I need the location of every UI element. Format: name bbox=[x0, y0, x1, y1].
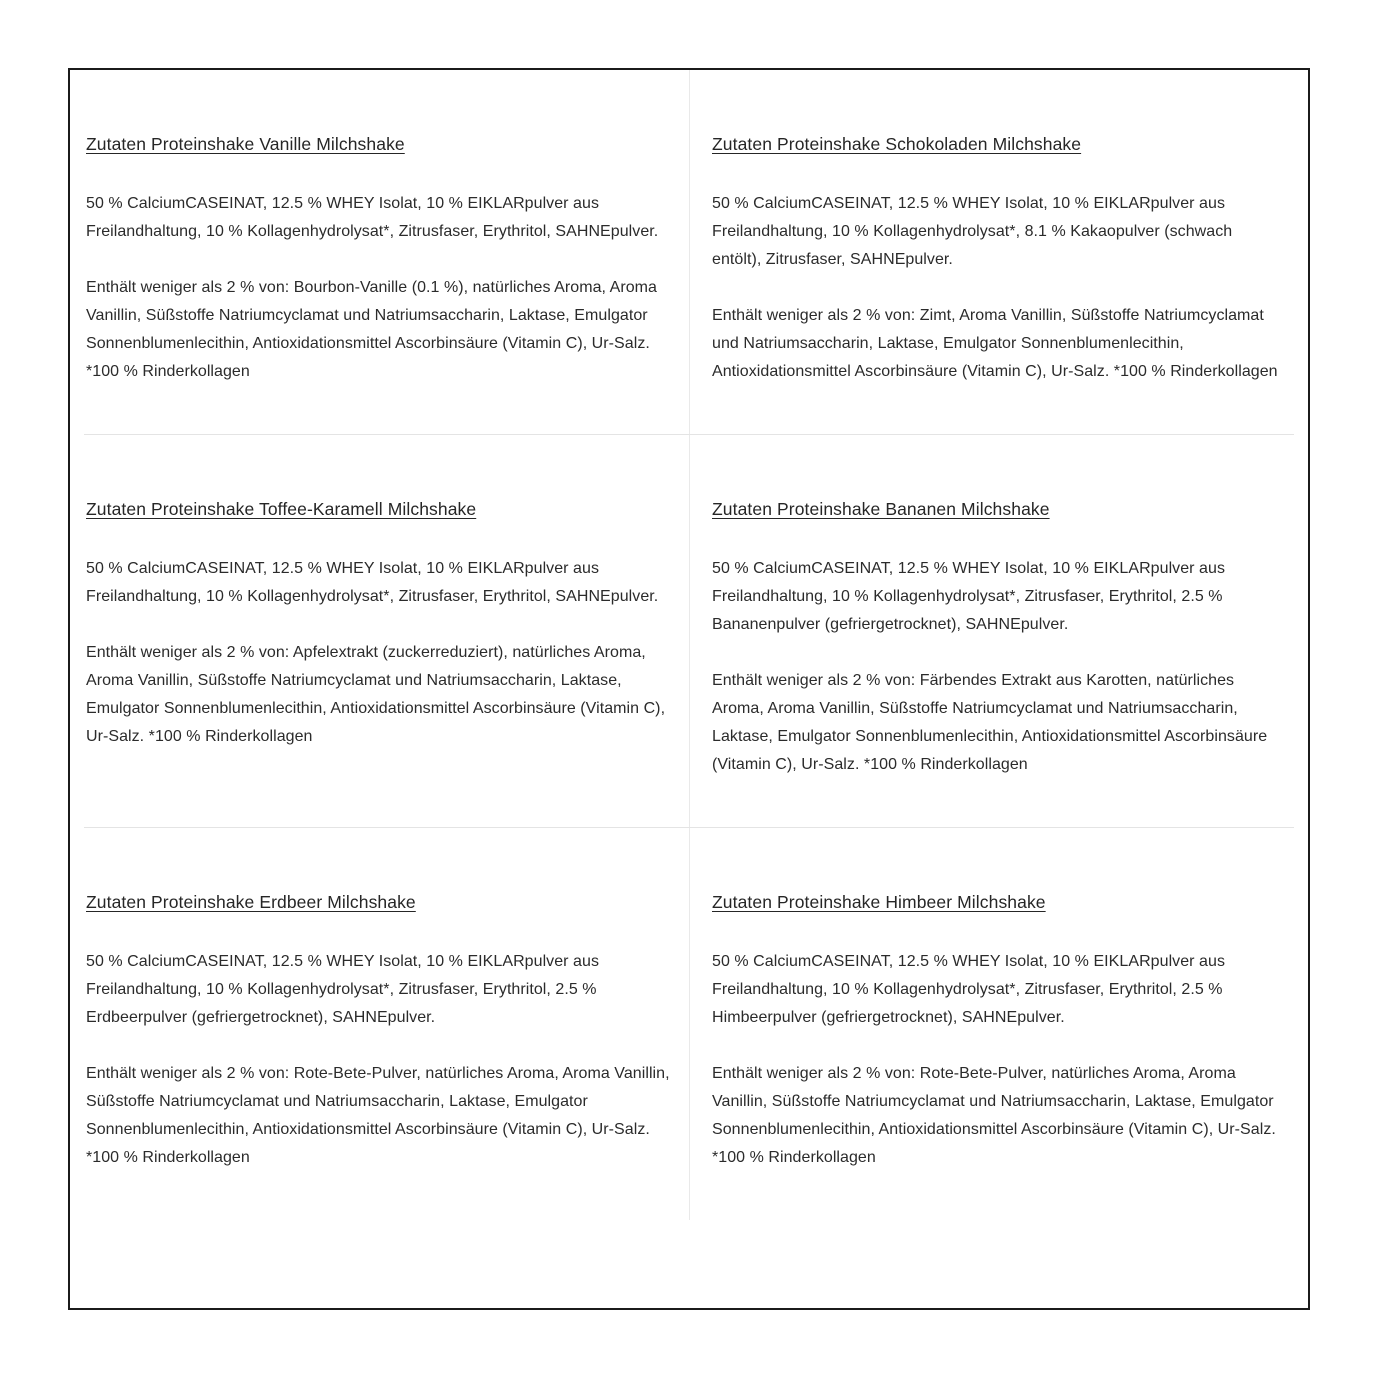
panel-additives-text: Enthält weniger als 2 % von: Färbendes Extrakt aus Karotten, natürliches Aroma, Aroma Vanillin, Süßstoffe Natriumcyclamat und Natriumsaccharin, Laktase, Emulgator Sonnenblumenlecithin, Antioxidationsmittel Ascorbinsäure (Vitamin C), Ur-Salz. *100 % Rinderkollagen bbox=[712, 672, 1268, 773]
panel-title: Zutaten Proteinshake Bananen Milchshake bbox=[712, 499, 1050, 519]
panel-additives-text: Enthält weniger als 2 % von: Zimt, Aroma Vanillin, Süßstoffe Natriumcyclamat und Natriumsaccharin, Laktase, Emulgator Sonnenblumenlecithin, Antioxidationsmittel Ascorbinsäure (Vitamin C), Ur-Salz. *100 % Rinderkollagen bbox=[712, 307, 1278, 380]
panel-ingredients-text: 50 % CalciumCASEINAT, 12.5 % WHEY Isolat, 10 % EIKLARpulver aus Freilandhaltung, 10 % Kollagenhydrolysat*, Zitrusfaser, Erythritol, SAHNEpulver. bbox=[86, 195, 659, 240]
panel-title: Zutaten Proteinshake Schokoladen Milchshake bbox=[712, 134, 1082, 154]
panel-additives-text: Enthält weniger als 2 % von: Apfelextrakt (zuckerreduziert), natürliches Aroma, Aroma Vanillin, Süßstoffe Natriumcyclamat und Natriumsaccharin, Laktase, Emulgator Sonnenblumenlecithin, Antioxidationsmittel Ascorbinsäure (Vitamin C), Ur-Salz. *100 % Rinderkollagen bbox=[86, 644, 666, 745]
ingredients-panel-vanille bbox=[84, 70, 689, 434]
ingredients-panel-himbeer bbox=[689, 828, 1294, 1220]
panel-ingredients-text: 50 % CalciumCASEINAT, 12.5 % WHEY Isolat, 10 % EIKLARpulver aus Freilandhaltung, 10 % Kollagenhydrolysat*, Zitrusfaser, Erythritol, 2.5 % Bananenpulver (gefriergetrocknet), SAHNEpulver. bbox=[712, 560, 1225, 633]
ingredients-panel-schokoladen bbox=[689, 70, 1294, 434]
ingredients-document-frame bbox=[68, 68, 1310, 1310]
panel-additives-text: Enthält weniger als 2 % von: Bourbon-Vanille (0.1 %), natürliches Aroma, Aroma Vanillin, Süßstoffe Natriumcyclamat und Natriumsaccharin, Laktase, Emulgator Sonnenblumenlecithin, Antioxidationsmittel Ascorbinsäure (Vitamin C), Ur-Salz. *100 % Rinderkollagen bbox=[86, 279, 658, 380]
panel-title: Zutaten Proteinshake Vanille Milchshake bbox=[86, 134, 405, 154]
ingredients-panel-toffee-karamell bbox=[84, 435, 689, 799]
ingredients-row bbox=[84, 827, 1294, 1220]
ingredients-panel-erdbeer bbox=[84, 828, 689, 1220]
panel-ingredients-text: 50 % CalciumCASEINAT, 12.5 % WHEY Isolat, 10 % EIKLARpulver aus Freilandhaltung, 10 % Kollagenhydrolysat*, Zitrusfaser, Erythritol, SAHNEpulver. bbox=[86, 560, 659, 605]
ingredients-grid bbox=[70, 70, 1308, 1308]
panel-ingredients-text: 50 % CalciumCASEINAT, 12.5 % WHEY Isolat, 10 % EIKLARpulver aus Freilandhaltung, 10 % Kollagenhydrolysat*, Zitrusfaser, Erythritol, 2.5 % Erdbeerpulver (gefriergetrocknet), SAHNEpulver. bbox=[86, 953, 599, 1026]
panel-additives-text: Enthält weniger als 2 % von: Rote-Bete-Pulver, natürliches Aroma, Aroma Vanillin, Süßstoffe Natriumcyclamat und Natriumsaccharin, Laktase, Emulgator Sonnenblumenlecithin, Antioxidationsmittel Ascorbinsäure (Vitamin C), Ur-Salz. *100 % Rinderkollagen bbox=[712, 1065, 1276, 1166]
ingredients-row bbox=[84, 70, 1294, 434]
panel-ingredients-text: 50 % CalciumCASEINAT, 12.5 % WHEY Isolat, 10 % EIKLARpulver aus Freilandhaltung, 10 % Kollagenhydrolysat*, 8.1 % Kakaopulver (schwach entölt), Zitrusfaser, SAHNEpulver. bbox=[712, 195, 1233, 268]
ingredients-panel-bananen bbox=[689, 435, 1294, 827]
panel-title: Zutaten Proteinshake Himbeer Milchshake bbox=[712, 892, 1046, 912]
panel-ingredients-text: 50 % CalciumCASEINAT, 12.5 % WHEY Isolat, 10 % EIKLARpulver aus Freilandhaltung, 10 % Kollagenhydrolysat*, Zitrusfaser, Erythritol, 2.5 % Himbeerpulver (gefriergetrocknet), SAHNEpulver. bbox=[712, 953, 1225, 1026]
panel-title: Zutaten Proteinshake Toffee-Karamell Milchshake bbox=[86, 499, 477, 519]
panel-title: Zutaten Proteinshake Erdbeer Milchshake bbox=[86, 892, 416, 912]
ingredients-row bbox=[84, 434, 1294, 827]
panel-additives-text: Enthält weniger als 2 % von: Rote-Bete-Pulver, natürliches Aroma, Aroma Vanillin, Süßstoffe Natriumcyclamat und Natriumsaccharin, Laktase, Emulgator Sonnenblumenlecithin, Antioxidationsmittel Ascorbinsäure (Vitamin C), Ur-Salz. *100 % Rinderkollagen bbox=[86, 1065, 670, 1166]
